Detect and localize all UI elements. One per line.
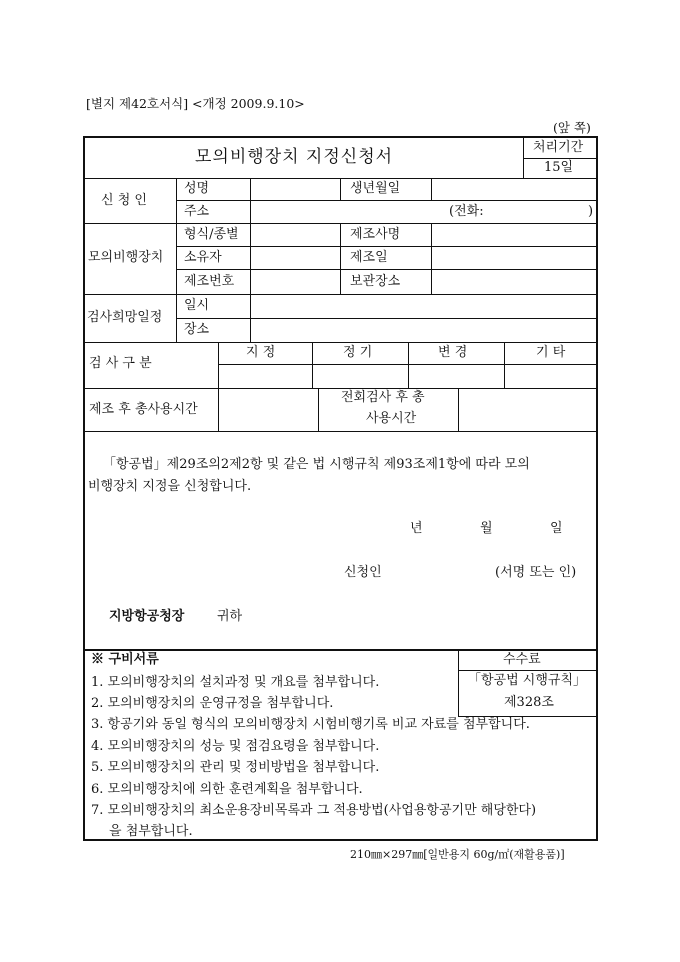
rule [458, 649, 459, 716]
document-item: 3. 항공기와 동일 형식의 모의비행장치 시험비행기록 비교 자료를 첨부합니다. [91, 717, 530, 732]
recipient: 지방항공청장 [109, 609, 185, 624]
applicant-section-label: 신 청 인 [101, 193, 147, 208]
usage-since-last-line2: 사용시간 [366, 411, 417, 426]
date-year: 년 [410, 521, 423, 536]
schedule-section-label: 검사희망일정 [87, 310, 163, 325]
applicant-signature-label: 신청인 [344, 565, 382, 580]
rule [176, 246, 596, 247]
rule [176, 200, 596, 201]
rule [408, 342, 409, 388]
category-regular: 정 기 [343, 345, 373, 360]
rule [218, 364, 596, 365]
rule [504, 342, 505, 388]
documents-heading: ※ 구비서류 [91, 652, 159, 667]
rule [250, 178, 251, 342]
schedule-place-label: 장소 [184, 322, 210, 337]
device-type-label: 형식/종별 [184, 227, 239, 242]
inspection-category-label: 검 사 구 분 [89, 356, 152, 371]
rule [318, 388, 319, 431]
document-item: 7. 모의비행장치의 최소운용장비목록과 그 적용방법(사업용항공기만 해당한다) [91, 803, 537, 818]
document-item: 2. 모의비행장치의 운영규정을 첨부합니다. [91, 696, 334, 711]
category-other: 기 타 [536, 345, 566, 360]
serial-number-label: 제조번호 [184, 274, 235, 289]
address-label: 주소 [184, 204, 210, 219]
total-usage-label: 제조 후 총사용시간 [89, 402, 198, 417]
processing-period-label: 처리기간 [533, 140, 584, 155]
fee-basis-line2: 제328조 [504, 695, 554, 710]
manufacture-date-label: 제조일 [350, 250, 388, 265]
rule [85, 294, 596, 295]
phone-close: ) [588, 204, 594, 219]
rule [312, 342, 313, 388]
fee-label: 수수료 [503, 652, 541, 667]
birth-date-label: 생년월일 [350, 181, 401, 196]
rule [340, 223, 341, 294]
paper-spec-footer: 210㎜×297㎜[일반용지 60g/㎡(재활용품)] [350, 848, 565, 861]
document-item: 1. 모의비행장치의 설치과정 및 개요를 첨부합니다. [91, 675, 380, 690]
rule [176, 178, 177, 342]
page-side-label: (앞 쪽) [553, 120, 591, 135]
name-label: 성명 [184, 181, 210, 196]
schedule-datetime-label: 일시 [184, 298, 210, 313]
rule [218, 342, 219, 431]
form-reference: [별지 제42호서식] <개정 2009.9.10> [86, 96, 305, 111]
date-day: 일 [550, 521, 563, 536]
manufacturer-label: 제조사명 [350, 227, 401, 242]
rule [431, 178, 432, 201]
date-month: 월 [480, 521, 493, 536]
document-item: 5. 모의비행장치의 관리 및 정비방법을 첨부합니다. [91, 760, 380, 775]
application-form [83, 136, 598, 841]
statement-line2: 비행장치 지정을 신청합니다. [88, 479, 252, 494]
rule [176, 269, 596, 270]
document-item: 4. 모의비행장치의 성능 및 점검요령을 첨부합니다. [91, 739, 380, 754]
signature-or-seal: (서명 또는 인) [495, 565, 577, 580]
rule [340, 178, 341, 201]
processing-period-value: 15일 [544, 160, 574, 175]
rule [523, 138, 524, 178]
rule [431, 223, 432, 294]
device-section-label: 모의비행장치 [88, 250, 164, 265]
phone-label: (전화: [449, 204, 484, 219]
category-change: 변 경 [438, 345, 468, 360]
document-item: 을 첨부합니다. [109, 824, 193, 839]
owner-label: 소유자 [184, 250, 222, 265]
fee-basis-line1: 「항공법 시행규칙」 [468, 673, 587, 688]
rule [458, 670, 596, 671]
rule [176, 318, 596, 319]
form-title: 모의비행장치 지정신청서 [195, 147, 394, 167]
rule [85, 342, 596, 343]
recipient-honorific: 귀하 [217, 609, 243, 624]
category-designate: 지 정 [246, 345, 276, 360]
rule [458, 388, 459, 431]
storage-location-label: 보관장소 [350, 274, 401, 289]
statement-line1: 「항공법」제29조의2제2항 및 같은 법 시행규칙 제93조제1항에 따라 모의 [103, 457, 530, 472]
usage-since-last-line1: 전회검사 후 총 [341, 390, 425, 405]
rule [85, 431, 596, 432]
document-item: 6. 모의비행장치에 의한 훈련계획을 첨부합니다. [91, 782, 363, 797]
